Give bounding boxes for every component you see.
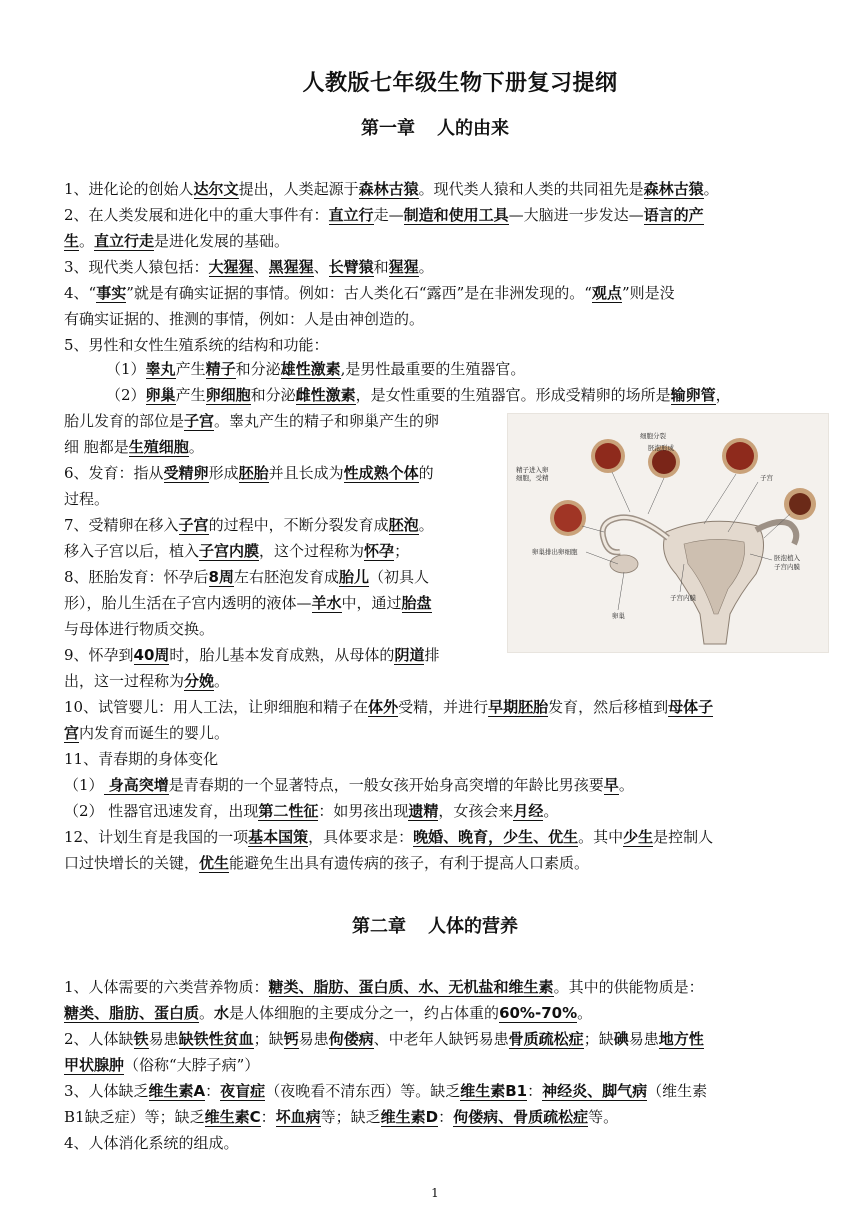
text-segment: 易患: [298, 1030, 329, 1048]
key-term: 胚泡: [388, 516, 419, 534]
key-term: 母体子: [668, 698, 714, 716]
key-term: 坏血病: [275, 1108, 321, 1126]
key-term: 维生素C: [204, 1108, 261, 1126]
ch2-line: [64, 1052, 259, 1078]
text-segment: 时，胎儿基本发育成熟，从母体的: [169, 646, 395, 664]
label-uterus: 子宫: [760, 474, 773, 482]
ch1-line: [106, 382, 731, 408]
text-segment: 是进化发展的基础。: [154, 232, 290, 250]
key-term: 胚胎: [238, 464, 269, 482]
text-segment: —大脑进一步发达—: [508, 206, 644, 224]
text-segment: 过程。: [64, 490, 110, 508]
text-segment: 、中老年人缺钙易患: [373, 1030, 509, 1048]
text-segment: 的过程中，不断分裂发育成: [208, 516, 389, 534]
text-segment: 口过快增长的关键，: [64, 854, 200, 872]
text-segment: 。: [199, 1004, 215, 1022]
text-segment: ,是男性最重要的生殖器官。: [340, 360, 526, 378]
chapter-1-name: 人的由来: [437, 118, 509, 139]
ch1-line: [64, 202, 704, 228]
text-segment: ，这个过程称为: [259, 542, 365, 560]
text-segment: 易患: [148, 1030, 179, 1048]
ch1-line: [64, 434, 204, 460]
key-term: 直立行: [328, 206, 374, 224]
key-term: 达尔文: [193, 180, 239, 198]
text-segment: 并且长成为: [268, 464, 344, 482]
key-term: 子宫内膜: [199, 542, 260, 560]
key-term: 钙: [283, 1030, 299, 1048]
key-term: 甲状腺肿: [64, 1056, 125, 1074]
chapter-1-number: 第一章: [361, 118, 415, 139]
text-segment: 。其中的供能物质是：: [553, 978, 704, 996]
text-segment: ：: [260, 1108, 276, 1126]
text-segment: 是控制人: [653, 828, 714, 846]
key-term: 语言的产: [643, 206, 704, 224]
text-segment: 移入子宫以后，植入: [64, 542, 200, 560]
key-term: 羊水: [311, 594, 342, 612]
ch1-line: [64, 306, 424, 332]
key-term: 宫: [64, 724, 80, 742]
text-segment: ：: [527, 1082, 543, 1100]
text-segment: 胎儿发育的部位是: [64, 412, 185, 430]
text-segment: 中，通过: [341, 594, 402, 612]
text-segment: ，具体要求是：: [308, 828, 414, 846]
chapter-2-heading: [0, 912, 860, 938]
text-segment: ，是女性重要的生殖器官。形成受精卵的场所是: [355, 386, 671, 404]
ch1-line: [64, 254, 434, 280]
key-term: 胎儿: [339, 568, 370, 586]
text-segment: 能避免生出具有遗传病的孩子，有利于提高人口素质。: [229, 854, 590, 872]
label-ovulation: 卵巢排出卵细胞: [532, 548, 578, 556]
ch1-line: [64, 280, 675, 306]
text-segment: 受精，并进行: [398, 698, 489, 716]
text-segment: （1）: [64, 776, 104, 794]
key-term: 第二性征: [258, 802, 319, 820]
text-segment: 6、发育：指从: [64, 464, 164, 482]
ch2-line: [64, 1026, 704, 1052]
text-segment: （俗称“大脖子病”）: [124, 1056, 260, 1074]
key-term: 卵细胞: [205, 386, 251, 404]
text-segment: 4、“: [64, 284, 97, 302]
key-term: 受精卵: [163, 464, 209, 482]
key-term: 8周: [208, 568, 234, 586]
text-segment: 有确实证据的、推测的事情，例如：人是由神创造的。: [64, 310, 425, 328]
text-segment: 产生: [175, 386, 206, 404]
key-term: 糖类、脂肪、蛋白质、水、无机盐和维生素: [268, 978, 554, 996]
label-blastocyst-forming: 胚泡形成: [648, 444, 674, 452]
key-term: 输卵管: [670, 386, 716, 404]
ch1-line: [64, 668, 229, 694]
text-segment: 。: [418, 516, 434, 534]
bold-term: 水: [214, 1004, 230, 1022]
key-term: 阴道: [394, 646, 425, 664]
key-term: 生殖细胞: [128, 438, 189, 456]
label-implant-b: 子宫内膜: [774, 563, 800, 571]
text-segment: 。现代类人猿和人类的共同祖先是: [418, 180, 644, 198]
key-term: 遗精: [408, 802, 439, 820]
text-segment: （维生素: [647, 1082, 708, 1100]
ch1-line: [64, 486, 109, 512]
ch1-line: [64, 642, 439, 668]
ch1-line: [64, 538, 409, 564]
key-term: 夜盲症: [220, 1082, 266, 1100]
ch1-line: [64, 460, 434, 486]
key-term: 胎盘: [401, 594, 432, 612]
key-term: 月经: [513, 802, 544, 820]
text-segment: 。: [703, 180, 719, 198]
ch1-line: [64, 616, 214, 642]
text-segment: 。: [188, 438, 204, 456]
text-segment: 1、人体需要的六类营养物质：: [64, 978, 269, 996]
text-segment: 和: [373, 258, 389, 276]
text-segment: 的: [418, 464, 434, 482]
ch1-line: [64, 176, 719, 202]
text-segment: 12、计划生育是我国的一项: [64, 828, 249, 846]
key-term: 神经炎、脚气病: [542, 1082, 648, 1100]
ch1-line: [64, 694, 713, 720]
ch1-line: [64, 850, 589, 876]
text-segment: 。其中: [578, 828, 624, 846]
label-ovary: 卵巢: [612, 612, 625, 620]
ch2-line: [64, 1130, 239, 1156]
key-term: 缺铁性贫血: [178, 1030, 254, 1048]
text-segment: 。: [618, 776, 634, 794]
ch1-line: [64, 772, 634, 798]
text-segment: 形），胎儿生活在子宫内透明的液体—: [64, 594, 312, 612]
text-segment: 发育，然后移植到: [548, 698, 669, 716]
key-term: 黑猩猩: [268, 258, 314, 276]
key-term: 观点: [591, 284, 622, 302]
ch1-line: [64, 332, 329, 358]
page-number: 1: [431, 1186, 439, 1200]
key-term: 体外: [368, 698, 399, 716]
ch2-line: [64, 1078, 707, 1104]
text-segment: ：: [438, 1108, 454, 1126]
ch2-line: [64, 974, 704, 1000]
text-segment: 2、人体缺: [64, 1030, 134, 1048]
text-segment: 走—: [373, 206, 404, 224]
text-segment: 和分泌: [235, 360, 281, 378]
text-segment: 。睾丸产生的精子和卵巢产生的卵: [214, 412, 440, 430]
text-segment: 。: [543, 802, 559, 820]
text-segment: 是人体细胞的主要成分之一，约占体重的: [229, 1004, 500, 1022]
key-term: 基本国策: [248, 828, 309, 846]
key-term: 直立行走: [94, 232, 155, 250]
key-term: 子宫: [184, 412, 215, 430]
bold-term: 碘: [613, 1030, 629, 1048]
ch1-line: [106, 356, 525, 382]
ch1-line: [64, 824, 713, 850]
text-segment: 形成: [208, 464, 239, 482]
text-segment: 3、现代类人猿包括：: [64, 258, 209, 276]
key-term: 维生素B1: [460, 1082, 528, 1100]
chapter-2-number: 第二章: [352, 916, 406, 937]
key-term: 森林古猿: [358, 180, 419, 198]
ch1-line: [64, 746, 218, 772]
key-term: 少生: [623, 828, 654, 846]
text-segment: ”则是没: [621, 284, 675, 302]
text-segment: （2） 性器官迅速发育，出现: [64, 802, 259, 820]
female-reproductive-system-figure: [507, 413, 829, 653]
text-segment: 细 胞都是: [64, 438, 129, 456]
text-segment: 和分泌: [250, 386, 296, 404]
ch1-line: [64, 720, 229, 746]
key-term: 早: [603, 776, 619, 794]
key-term: 骨质疏松症: [508, 1030, 584, 1048]
key-term: 60%-70%: [499, 1004, 578, 1022]
ch1-line: [64, 590, 432, 616]
text-segment: ：: [205, 1082, 221, 1100]
key-term: 分娩: [184, 672, 215, 690]
text-segment: 5、男性和女性生殖系统的结构和功能：: [64, 336, 329, 354]
key-term: 长臂猿: [328, 258, 374, 276]
text-segment: 7、受精卵在移入: [64, 516, 179, 534]
text-segment: 左右胚泡发育成: [233, 568, 339, 586]
text-segment: 4、人体消化系统的组成。: [64, 1134, 239, 1152]
key-term: 生: [64, 232, 80, 250]
key-term: 制造和使用工具: [403, 206, 509, 224]
ch1-line: [64, 798, 558, 824]
text-segment: 。: [214, 672, 230, 690]
key-term: 精子: [205, 360, 236, 378]
key-term: 铁: [133, 1030, 149, 1048]
text-segment: 等。: [588, 1108, 619, 1126]
text-segment: 8、胚胎发育：怀孕后: [64, 568, 209, 586]
key-term: 佝偻病: [328, 1030, 374, 1048]
text-segment: 等；缺乏: [320, 1108, 381, 1126]
key-term: 身高突增: [103, 776, 169, 794]
text-segment: 与母体进行物质交换。: [64, 620, 215, 638]
text-segment: ，: [715, 386, 731, 404]
text-segment: 3、人体缺乏: [64, 1082, 149, 1100]
text-segment: 。: [418, 258, 434, 276]
ch1-line: [64, 512, 434, 538]
key-term: 怀孕: [364, 542, 395, 560]
key-term: 佝偻病、骨质疏松症: [453, 1108, 589, 1126]
key-term: 40周: [133, 646, 170, 664]
label-sperm-enters: 精子进入卵: [516, 466, 549, 474]
text-segment: 。: [577, 1004, 593, 1022]
document-title: 人教版七年级生物下册复习提纲: [302, 71, 618, 96]
label-fertilized: 细胞，受精: [516, 474, 549, 482]
text-segment: （夜晚看不清东西）等。缺乏: [265, 1082, 461, 1100]
key-term: 猩猩: [388, 258, 419, 276]
text-segment: 2、在人类发展和进化中的重大事件有：: [64, 206, 329, 224]
key-term: 早期胚胎: [488, 698, 549, 716]
key-term: 子宫: [178, 516, 209, 534]
key-term: 睾丸: [145, 360, 176, 378]
text-segment: ”就是有确实证据的事情。例如：古人类化石“露西”是在非洲发现的。“: [126, 284, 592, 302]
label-cleavage: 细胞分裂: [640, 432, 666, 440]
text-segment: 。: [79, 232, 95, 250]
label-endometrium: 子宫内膜: [670, 594, 696, 602]
ch1-line: [64, 228, 289, 254]
text-segment: 易患: [628, 1030, 659, 1048]
text-segment: B1缺乏症）等；缺乏: [64, 1108, 205, 1126]
ch1-line: [64, 408, 439, 434]
text-segment: （1）: [106, 360, 146, 378]
key-term: 雄性激素: [280, 360, 341, 378]
key-term: 地方性: [658, 1030, 704, 1048]
text-segment: （2）: [106, 386, 146, 404]
text-segment: 内发育而诞生的婴儿。: [79, 724, 230, 742]
text-segment: 、: [253, 258, 269, 276]
text-segment: 产生: [175, 360, 206, 378]
chapter-2-name: 人体的营养: [428, 916, 518, 937]
text-segment: ：如男孩出现: [318, 802, 409, 820]
key-term: 维生素D: [380, 1108, 439, 1126]
ch2-line: [64, 1000, 592, 1026]
text-segment: （初具人: [369, 568, 430, 586]
text-segment: ；: [394, 542, 410, 560]
key-term: 优生: [199, 854, 230, 872]
text-segment: 11、青春期的身体变化: [64, 750, 219, 768]
key-term: 森林古猿: [643, 180, 704, 198]
key-term: 糖类、脂肪、蛋白质: [64, 1004, 200, 1022]
text-segment: 提出，人类起源于: [238, 180, 359, 198]
ch2-line: [64, 1104, 618, 1130]
text-segment: 排: [424, 646, 440, 664]
key-term: 晚婚、晚育，少生、优生: [413, 828, 579, 846]
key-term: 维生素A: [148, 1082, 206, 1100]
text-segment: ，女孩会来: [438, 802, 514, 820]
text-segment: 出，这一过程称为: [64, 672, 185, 690]
text-segment: ；缺: [253, 1030, 284, 1048]
key-term: 雌性激素: [295, 386, 356, 404]
chapter-1-heading: [0, 114, 860, 140]
text-segment: 10、试管婴儿：用人工法，让卵细胞和精子在: [64, 698, 369, 716]
text-segment: ；缺: [583, 1030, 614, 1048]
text-segment: 1、进化论的创始人: [64, 180, 194, 198]
key-term: 卵巢: [145, 386, 176, 404]
text-segment: 是青春期的一个显著特点，一般女孩开始身高突增的年龄比男孩要: [168, 776, 604, 794]
label-implant-a: 胚泡植入: [774, 554, 800, 562]
key-term: 大猩猩: [208, 258, 254, 276]
key-term: 事实: [96, 284, 127, 302]
key-term: 性成熟个体: [343, 464, 419, 482]
text-segment: 9、怀孕到: [64, 646, 134, 664]
text-segment: 、: [313, 258, 329, 276]
ch1-line: [64, 564, 429, 590]
